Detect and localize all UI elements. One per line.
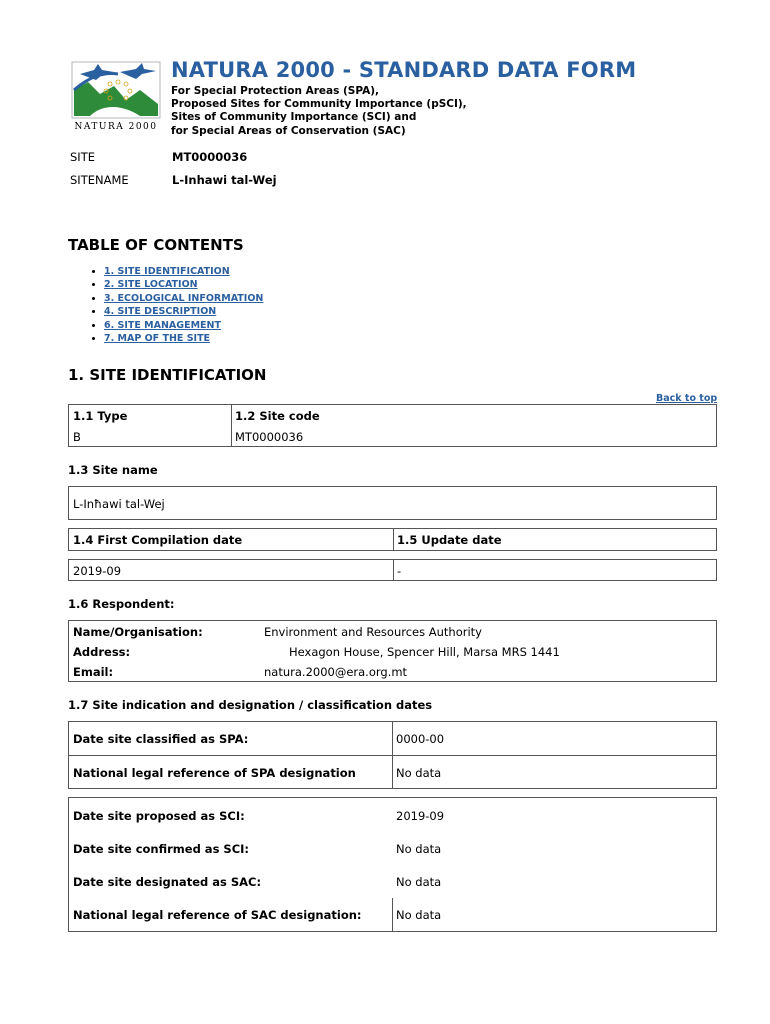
sci-proposed-label: Date site proposed as SCI: — [73, 809, 245, 823]
toc-link-site-identification[interactable]: 1. SITE IDENTIFICATION — [104, 266, 230, 277]
update-date-label: 1.5 Update date — [397, 533, 502, 547]
toc-list — [88, 265, 263, 345]
subtitle-line: Proposed Sites for Community Importance (pSCI), — [171, 98, 467, 111]
spa-table — [68, 721, 717, 789]
sac-legal-reference-label: National legal reference of SAC designation: — [73, 908, 362, 922]
svg-text:NATURA 2000: NATURA 2000 — [74, 122, 158, 132]
type-label: 1.1 Type — [73, 409, 128, 423]
spa-legal-reference-label: National legal reference of SPA designation — [73, 766, 356, 780]
respondent-table — [68, 620, 717, 682]
site-name-value: L-Inħawi tal-Wej — [73, 497, 165, 511]
toc-item — [104, 278, 263, 291]
toc-item — [104, 319, 263, 332]
sitename-value: L-Inhawi tal-Wej — [172, 173, 277, 187]
page-title: NATURA 2000 - STANDARD DATA FORM — [171, 58, 637, 82]
back-to-top-link[interactable]: Back to top — [656, 393, 718, 404]
toc-link-site-management[interactable]: 6. SITE MANAGEMENT — [104, 319, 221, 331]
designation-heading: 1.7 Site indication and designation / classification dates — [68, 698, 433, 712]
respondent-name-value: Environment and Resources Authority — [264, 625, 482, 639]
spa-classified-value: 0000-00 — [396, 732, 445, 746]
sci-confirmed-label: Date site confirmed as SCI: — [73, 842, 250, 856]
sac-legal-reference-value: No data — [396, 908, 442, 922]
toc-link-ecological-information[interactable]: 3. ECOLOGICAL INFORMATION — [104, 292, 264, 304]
respondent-address-value: Hexagon House, Spencer Hill, Marsa MRS 1441 — [289, 645, 560, 659]
site-name-heading: 1.3 Site name — [68, 463, 158, 477]
first-compilation-label: 1.4 First Compilation date — [73, 533, 243, 547]
site-code-value: MT0000036 — [235, 430, 304, 444]
site-code-label: 1.2 Site code — [235, 409, 320, 423]
section-heading: 1. SITE IDENTIFICATION — [68, 366, 267, 384]
natura-2000-logo — [70, 60, 162, 132]
sac-designated-value: No data — [396, 875, 442, 889]
respondent-email-label: Email: — [73, 665, 114, 679]
respondent-heading: 1.6 Respondent: — [68, 597, 175, 611]
site-name-box — [68, 486, 717, 520]
toc-item — [104, 305, 263, 318]
site-label: SITE — [70, 150, 95, 164]
toc-heading: TABLE OF CONTENTS — [68, 236, 244, 254]
respondent-email-value: natura.2000@era.org.mt — [264, 665, 408, 679]
type-code-table — [68, 404, 717, 447]
spa-classified-label: Date site classified as SPA: — [73, 732, 249, 746]
sci-proposed-value: 2019-09 — [396, 809, 445, 823]
spa-legal-reference-value: No data — [396, 766, 442, 780]
sci-confirmed-value: No data — [396, 842, 442, 856]
update-date-value: - — [397, 564, 402, 578]
sci-table — [68, 797, 717, 932]
toc-item — [104, 265, 263, 278]
first-compilation-value: 2019-09 — [73, 564, 122, 578]
toc-item — [104, 332, 263, 345]
natura-logo-graphic — [70, 60, 162, 132]
toc-item — [104, 292, 263, 305]
compilation-header-row — [68, 528, 717, 551]
respondent-address-label: Address: — [73, 645, 131, 659]
subtitle-line: Sites of Community Importance (SCI) and — [171, 111, 417, 124]
page-subtitle — [171, 85, 467, 138]
compilation-value-row — [68, 559, 717, 581]
subtitle-line: For Special Protection Areas (SPA), — [171, 85, 379, 97]
subtitle-line: for Special Areas of Conservation (SAC) — [171, 124, 406, 137]
respondent-name-label: Name/Organisation: — [73, 625, 203, 639]
site-value: MT0000036 — [172, 150, 248, 164]
sitename-label: SITENAME — [70, 173, 129, 187]
toc-link-site-location[interactable]: 2. SITE LOCATION — [104, 279, 198, 291]
toc-link-site-description[interactable]: 4. SITE DESCRIPTION — [104, 306, 217, 318]
type-value: B — [73, 430, 81, 444]
sac-designated-label: Date site designated as SAC: — [73, 875, 262, 889]
toc-link-map-of-the-site[interactable]: 7. MAP OF THE SITE — [104, 333, 211, 345]
